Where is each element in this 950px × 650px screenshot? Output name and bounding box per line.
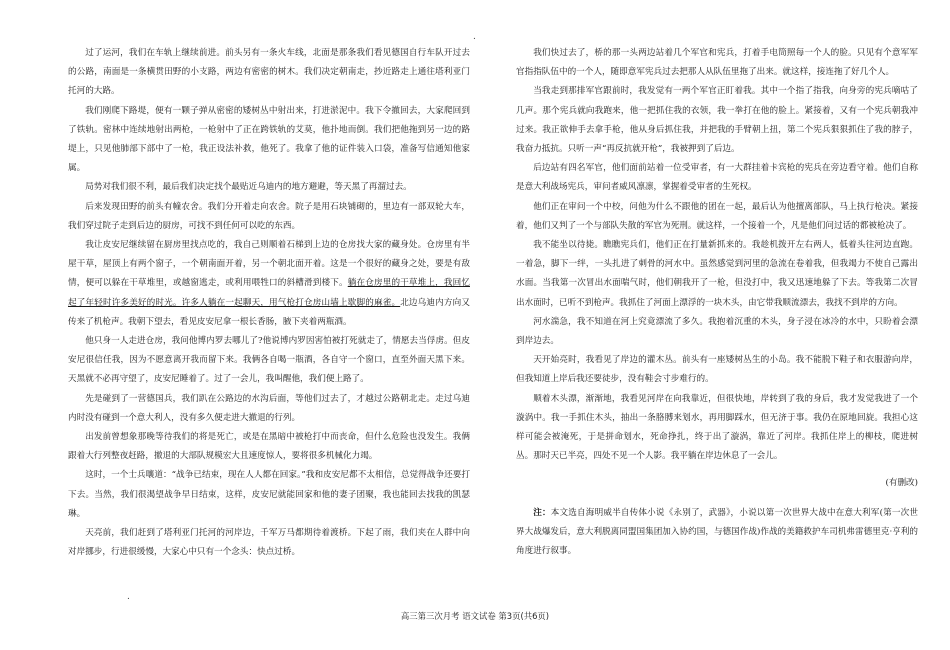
- underlined-sentence: 躺在仓房里的干草堆上，我回忆起了年轻时许多美好的时光。许多人躺在一起聊天，用气枪打仓房山墙上歇脚的麻雀。: [68, 278, 470, 308]
- paragraph: 顺着木头漂，渐渐地，我看见河岸在向我靠近，但很快地，岸转到了我的身后，我才发觉我进了一个漩涡中。我一手抓住木头，抽出一条胳膊来划水，再用脚踩水，但无济于事。我仍在原地回旋。我担心这样可能会被淹死，于是拼命划水，死命挣扎，终于出了漩涡，靠近了河岸。我抓住岸上的柳枝，爬进树丛。那时天已半亮，四处不见一个人影。我平躺在岸边休息了一会儿。: [516, 393, 918, 462]
- paragraph: 河水湍急，我不知道在河上究竟漂流了多久。我抱着沉重的木头，身子浸在冰冷的水中，只盼着会漂到岸边去。: [516, 316, 918, 347]
- paragraph: 天开始亮时，我看见了岸边的灌木丛。前头有一座矮树丛生的小岛。我不能脱下鞋子和衣服游向岸，但我知道上岸后我还要徒步，没有鞋会寸步难行的。: [516, 355, 918, 385]
- paragraph-text: 我让皮安尼继续留在厨房里找点吃的，我自己则顺着石梯到上边的仓房找大家的藏身处。仓房里有半屋干草，屋顶上有两个窗子，一个朝南面开着，另一个朝北面开着。这是一个很好的藏身之处，要是有敌情，便可以躲在干草堆里，或越窗逃走，或利用喂牲口的斜槽滑到楼下。: [68, 240, 470, 289]
- page-footer: 高三第三次月考 语文试卷 第3页(共6页): [400, 611, 550, 621]
- footnote-text: 本文选自海明威半自传体小说《永别了，武器》，小说以第一次世界大战中在意大利军(第一次世界大战爆发后，意大利脱离同盟国集团加入协约国，与德国作战)作战的美籍救护车司机弗雷德里克·亨利的角度进行叙事。: [516, 507, 918, 557]
- paragraph: 我们快过去了，桥的那一头两边站着几个军官和宪兵，打着手电筒照每一个人的脸。只见有个意军军官指指队伍中的一个人，随即意军宪兵过去把那人从队伍里拖了出来。就这样，接连拖了好几个人。: [516, 48, 918, 78]
- paragraph: 出发前曾想象那晚等待我们的将是死亡，或是在黑暗中被枪打中而丧命，但什么危险也没发生。我俩跟着大行列整夜赶路，撤退的大部队规模宏大且速度惊人，要将很多机械化力竭。: [68, 432, 470, 462]
- paragraph: 这时，一个士兵嚷道：“战争已结束，现在人人都在回家。”我和皮安尼都不太相信，总觉得战争还要打下去。当然，我们很渴望战争早日结束，这样，皮安尼就能回家和他的妻子团聚，我也能回去找我的凯瑟琳。: [68, 470, 470, 519]
- paragraph: 天亮前，我们赶到了塔利亚门托河的河岸边，千军万马都期待着渡桥。下起了雨，我们夹在人群中向对岸挪步，行进很缓慢，大家心中只有一个念头：快点过桥。: [68, 528, 470, 558]
- paragraph: 后来发现田野的前头有幢农舍。我们分开着走向农舍。院子是用石块铺砌的，里边有一部双轮大车，我们穿过院子走到后边的厨房，可找不到任何可以吃的东西。: [68, 201, 470, 231]
- paragraph-with-underline: [68, 236, 470, 332]
- footnote-label: 注：: [533, 507, 551, 518]
- source-note: (有删改): [885, 478, 918, 489]
- left-column: [68, 44, 470, 562]
- right-column: [516, 44, 918, 561]
- paragraph: 我不能坐以待毙。瞧瞧宪兵们，他们正在打量新抓来的。我趁机拨开左右两人，低着头往河边直跑。一着急，脚下一绊，一头扎进了刺骨的河水中。虽然感觉到河里的急流在卷着我，但我竭力不使自己露出水面。当我第一次冒出水面喘气时，他们朝我开了一枪，但没打中，我又迅速地躲了下去。等我第二次冒出水面时，已听不到枪声。我抓住了河面上漂浮的一块木头，由它带我顺流漂去，我找不到岸的方向。: [516, 240, 918, 308]
- paragraph: 我们刚爬下路堤，便有一颗子弹从密密的矮树丛中射出来，打进淤泥中。我下令撤回去，大家爬回到了铁轨。密林中连续地射出两枪，一枪射中了正在跨铁轨的艾莫，他扑地而倒。我们把他拖到另一边的路堤上，只见他肺部下部中了一枪，我正设法补救，他死了。我拿了他的证件装入口袋，准备写信通知他家属。: [68, 105, 470, 174]
- paragraph: 他只身一人走进仓房，我问他博内罗去哪儿了?他说博内罗因害怕被打死就走了，情愿去当俘虏。但皮安尼很信任我，因为不愿意离开我而留下来。我俩各自喝一瓶酒，各自守一个窗口，直至外面天黑下来。天黑就不必再守望了，皮安尼睡着了。过了一会儿，我叫醒他，我们便上路了。: [68, 336, 470, 385]
- paragraph: 当我走到那排军官跟前时，我发觉有一两个军官正盯着我。其中一个指了指我，向身旁的宪兵嘀咕了几声。那个宪兵就向我跑来，他一把抓住我的衣领，我一拳打在他的脸上。紧接着，又有一个宪兵朝我冲过来。我正欲伸手去拿手枪，他从身后抓住我，并把我的手臂朝上扭，第二个宪兵狠狠抓住了我的脖子，我奋力抵抗。只听一声“再反抗就开枪”，我被押到了后边。: [516, 86, 918, 155]
- paragraph: 后边站有四名军官，他们面前站着一位受审者，有一大群挂着卡宾枪的宪兵在旁边看守着。他们自称是意大利战场宪兵，审问者威风凛凛，掌握着受审者的生死权。: [516, 163, 918, 193]
- paragraph-text: 北边乌迪内方向又传来了机枪声。我朝下望去，看见皮安尼拿一根长香肠，腋下夹着两瓶酒。: [68, 297, 470, 327]
- footnote: [516, 504, 918, 562]
- paragraph: 他们正在审问一个中校，问他为什么不跟他的团在一起，最后认为他擅离部队，马上执行枪决。紧接着，他们又判了一个与部队失散的军官为死刑。就这样，一个接着一个，凡是他们问过话的都被枪决了。: [516, 201, 918, 231]
- binding-dot-left: .: [127, 592, 130, 602]
- paragraph: 局势对我们很不利，最后我们决定找个最贴近乌迪内的地方避避，等天黑了再溜过去。: [85, 182, 412, 193]
- binding-dot-top: .: [473, 32, 476, 42]
- paragraph: 过了运河，我们在车轨上继续前进。前头另有一条火车线，北面是那条我们看见德国自行车队开过去的公路，南面是一条横贯田野的小支路，两边有密密的树木。我们决定朝南走，抄近路走上通往塔利亚门托河的大路。: [68, 48, 470, 97]
- paragraph: 先是碰到了一营德国兵，我们趴在公路边的水沟后面，等他们过去了，才越过公路朝北走。走过乌迪内时没有碰到一个意大利人，没有多久便走进大撤退的行列。: [68, 393, 470, 423]
